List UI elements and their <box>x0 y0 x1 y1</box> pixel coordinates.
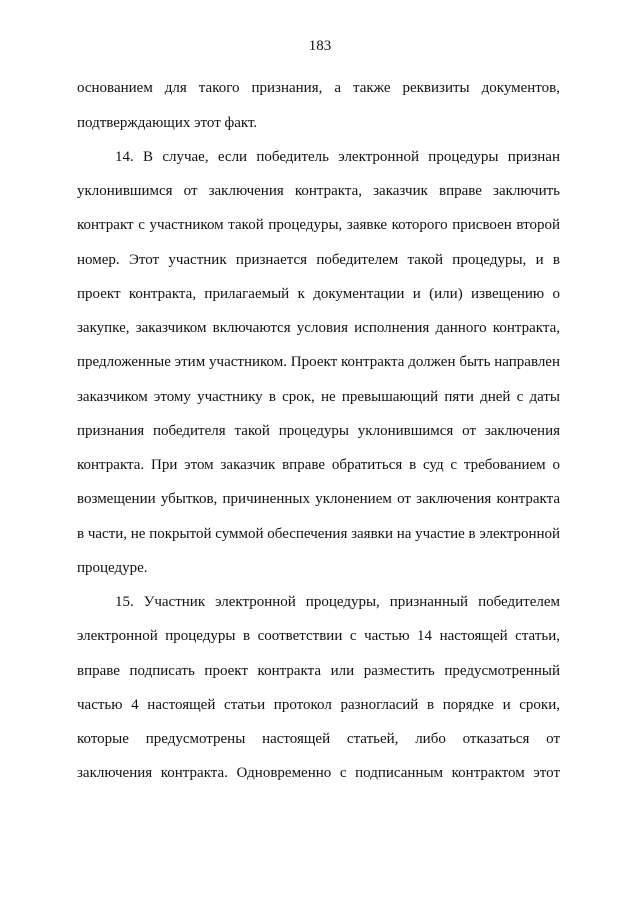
text-line: предложенные этим участником. Проект контракта должен быть направлен <box>77 354 560 370</box>
text-line: признания победителя такой процедуры уклонившимся от заключения <box>77 423 560 439</box>
page-number: 183 <box>308 38 332 54</box>
text-line: основанием для такого признания, а также реквизиты документов, <box>77 80 560 96</box>
text-line: процедуре. <box>77 560 148 576</box>
text-line: закупке, заказчиком включаются условия исполнения данного контракта, <box>77 320 560 336</box>
text-line: возмещении убытков, причиненных уклонением от заключения контракта <box>77 491 560 507</box>
text-line: подтверждающих этот факт. <box>77 115 258 131</box>
text-line: вправе подписать проект контракта или разместить предусмотренный <box>77 663 560 679</box>
text-line: проект контракта, прилагаемый к документации и (или) извещению о <box>77 286 560 302</box>
text-line: номер. Этот участник признается победителем такой процедуры, и в <box>77 252 560 268</box>
text-line: заключения контракта. Одновременно с подписанным контрактом этот <box>77 765 560 781</box>
paragraph-14-first-line: 14. В случае, если победитель электронной процедуры признан <box>115 149 560 165</box>
text-line: заказчиком этому участнику в срок, не превышающий пяти дней с даты <box>77 389 560 405</box>
text-line: электронной процедуры в соответствии с частью 14 настоящей статьи, <box>77 628 560 644</box>
text-line: уклонившимся от заключения контракта, заказчик вправе заключить <box>77 183 560 199</box>
text-line: в части, не покрытой суммой обеспечения заявки на участие в электронной <box>77 526 561 542</box>
paragraph-15-first-line: 15. Участник электронной процедуры, признанный победителем <box>115 594 560 610</box>
text-line: которые предусмотрены настоящей статьей, либо отказаться от <box>77 731 560 747</box>
text-line: контракта. При этом заказчик вправе обратиться в суд с требованием о <box>77 457 560 473</box>
text-line: контракт с участником такой процедуры, заявке которого присвоен второй <box>77 217 560 233</box>
text-line: частью 4 настоящей статьи протокол разногласий в порядке и сроки, <box>77 697 560 713</box>
